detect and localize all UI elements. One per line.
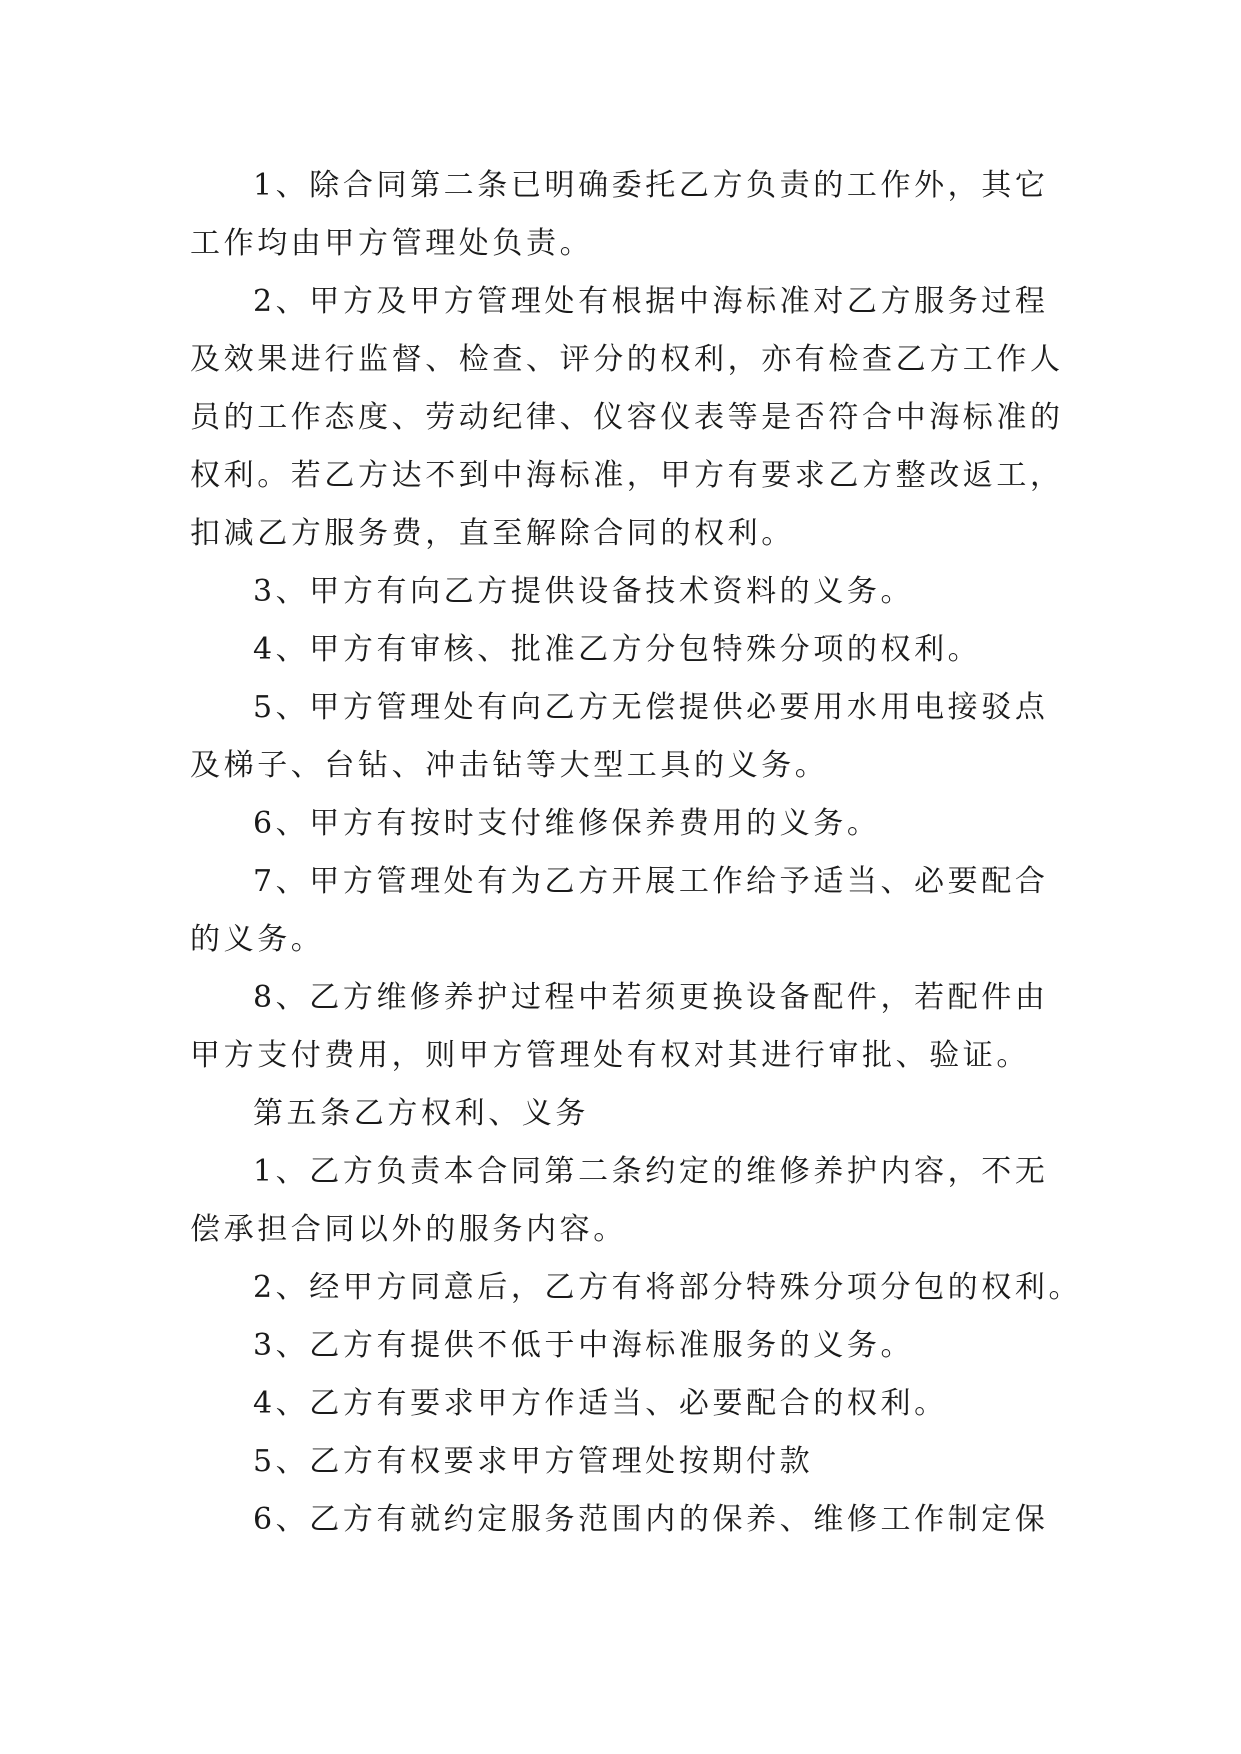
text-line: 的义务。 xyxy=(190,922,325,957)
text-line: 2、甲方及甲方管理处有根据中海标准对乙方服务过程 xyxy=(253,284,1049,319)
text-line: 甲方支付费用，则甲方管理处有权对其进行审批、验证。 xyxy=(190,1038,1030,1073)
text-line: 7、甲方管理处有为乙方开展工作给予适当、必要配合 xyxy=(253,864,1049,899)
text-line: 偿承担合同以外的服务内容。 xyxy=(190,1212,627,1247)
text-line: 8、乙方维修养护过程中若须更换设备配件，若配件由 xyxy=(253,980,1049,1015)
text-line: 员的工作态度、劳动纪律、仪容仪表等是否符合中海标准的 xyxy=(190,400,1064,435)
text-line: 1、除合同第二条已明确委托乙方负责的工作外，其它 xyxy=(253,168,1049,203)
text-line: 4、甲方有审核、批准乙方分包特殊分项的权利。 xyxy=(253,632,982,667)
section-heading: 第五条乙方权利、义务 xyxy=(253,1096,589,1131)
text-line: 4、乙方有要求甲方作适当、必要配合的权利。 xyxy=(253,1386,948,1421)
text-line: 6、甲方有按时支付维修保养费用的义务。 xyxy=(253,806,881,841)
text-line: 1、乙方负责本合同第二条约定的维修养护内容，不无 xyxy=(253,1154,1049,1189)
text-line: 3、甲方有向乙方提供设备技术资料的义务。 xyxy=(253,574,915,609)
text-line: 5、乙方有权要求甲方管理处按期付款 xyxy=(253,1444,814,1479)
text-line: 权利。若乙方达不到中海标准，甲方有要求乙方整改返工， xyxy=(190,458,1064,493)
text-line: 2、经甲方同意后，乙方有将部分特殊分项分包的权利。 xyxy=(253,1270,1083,1305)
text-line: 及效果进行监督、检查、评分的权利，亦有检查乙方工作人 xyxy=(190,342,1064,377)
text-line: 扣减乙方服务费，直至解除合同的权利。 xyxy=(190,516,795,551)
text-line: 工作均由甲方管理处负责。 xyxy=(190,226,594,261)
text-line: 3、乙方有提供不低于中海标准服务的义务。 xyxy=(253,1328,915,1363)
text-line: 5、甲方管理处有向乙方无偿提供必要用水用电接驳点 xyxy=(253,690,1049,725)
text-line: 及梯子、台钻、冲击钻等大型工具的义务。 xyxy=(190,748,829,783)
text-line: 6、乙方有就约定服务范围内的保养、维修工作制定保 xyxy=(253,1502,1049,1537)
